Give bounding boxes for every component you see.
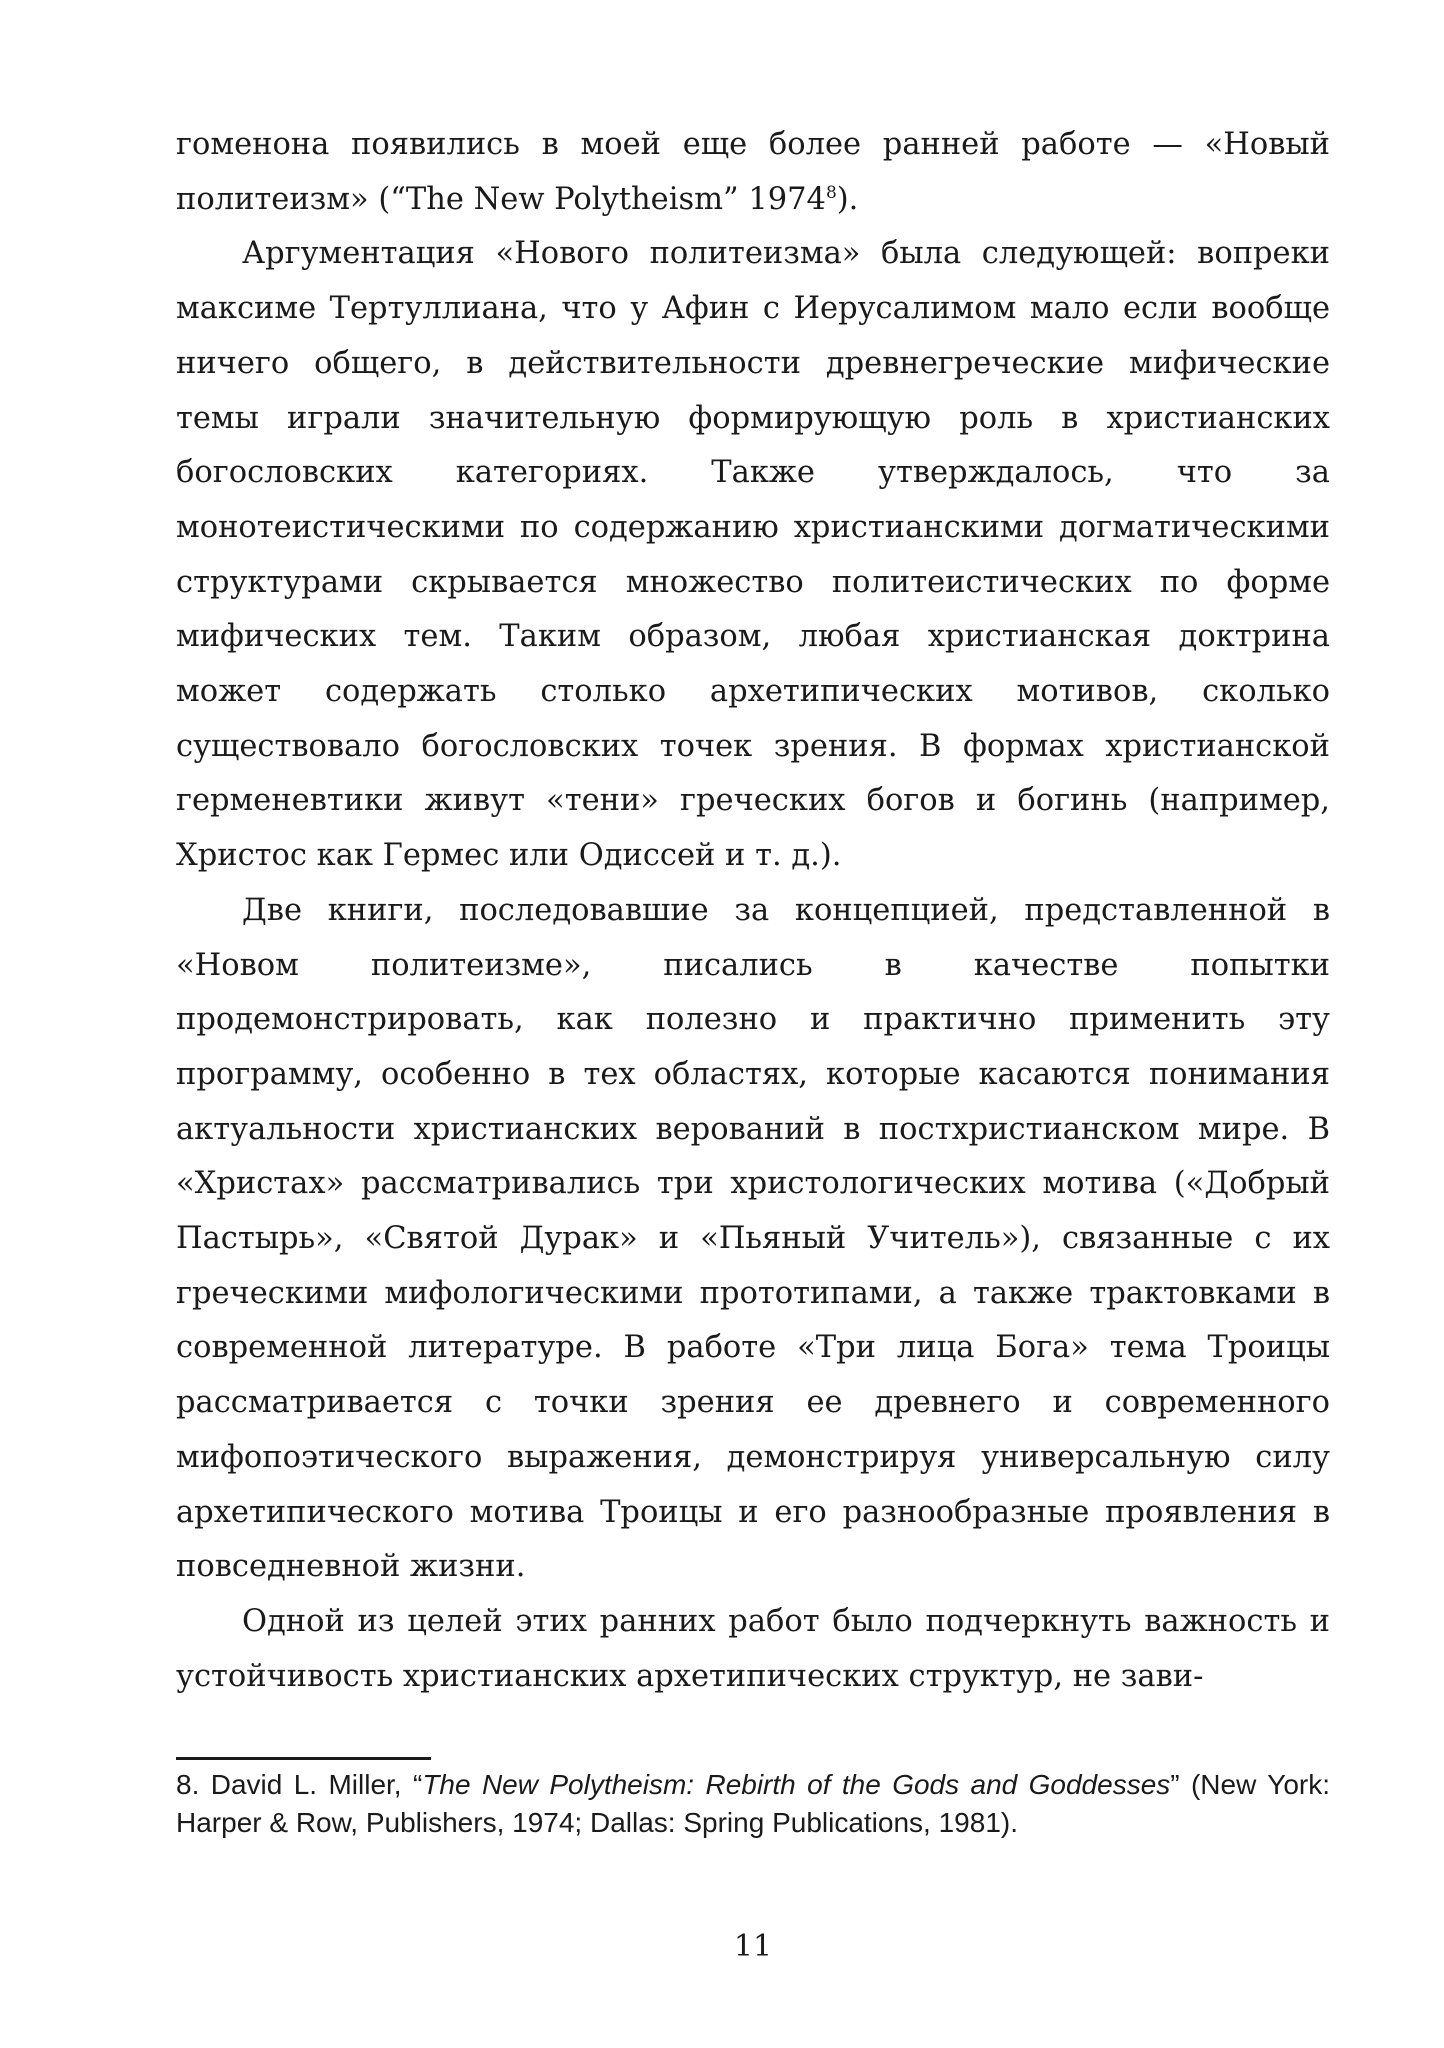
footnote-publication: ” (New York: Harper & Row, Publishers, 1974; Dallas: Spring Publications, 1981). <box>176 1769 1330 1838</box>
paragraph-text: гоменона появились в моей еще более ранней работе — «Новый политеизм» (“The New Polytheism” 1974 <box>176 127 1330 217</box>
page-number: 11 <box>733 1929 773 1964</box>
footnote-author: 8. David L. Miller, “ <box>176 1769 423 1800</box>
paragraph-text-end: ). <box>836 181 859 217</box>
paragraph: Одной из целей этих ранних работ было подчеркнуть важность и устойчивость христианских архетипических структур, не зави- <box>176 1603 1330 1694</box>
footnote <box>176 1766 1330 1842</box>
footnote-book-title: The New Polytheism: Rebirth of the Gods and Goddesses <box>422 1769 1171 1800</box>
paragraph: Аргументация «Нового политеизма» была следующей: вопреки максиме Тертуллиана, что у Афин с Иерусалимом мало если вообще ничего общего, в действительности древнегреческие мифические темы играли значительную формирующую роль в христианских богословских категориях. Также утверждалось, что за монотеистическими по содержанию христианскими догматическими структурами скрывается множество политеистических по форме мифических тем. Таким образом, любая христианская доктрина может содержать столько архетипических мотивов, сколько существовало богословских точек зрения. В формах христианской герменевтики живут «тени» греческих богов и богинь (например, Христос как Гермес или Одиссей и т. д.). <box>176 236 1330 874</box>
footnote-reference: 8 <box>825 182 837 203</box>
paragraph: Две книги, последовавшие за концепцией, представленной в «Новом политеизме», писались в качестве попытки продемонстрировать, как полезно и практично применить эту программу, особенно в тех областях, которые касаются понимания актуальности христианских верований в постхристианском мире. В «Христах» рассматривались три христологических мотива («Добрый Пастырь», «Святой Дурак» и «Пьяный Учитель»), связанные с их греческими мифологическими прототипами, а также трактовками в современной литературе. В работе «Три лица Бога» тема Троицы рассматривается с точки зрения ее древнего и современного мифопоэтического выражения, демонстрируя универсальную силу архетипического мотива Троицы и его разнообразные проявления в повседневной жизни. <box>176 892 1330 1585</box>
main-text <box>176 118 1330 1704</box>
footnote-divider <box>176 1757 431 1760</box>
paragraph-continuation <box>176 118 1330 227</box>
